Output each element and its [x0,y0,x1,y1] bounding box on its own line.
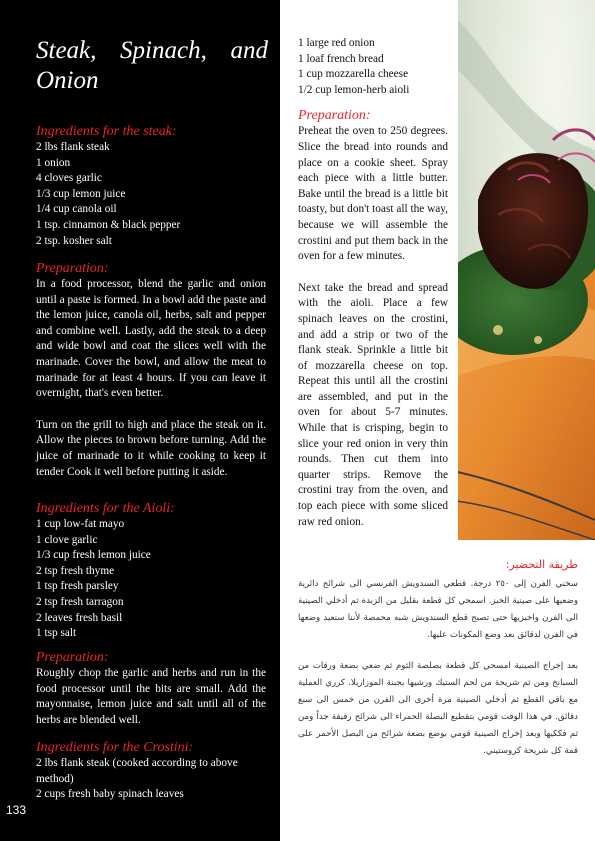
title-word: and [230,37,268,64]
title-word: Spinach, [120,37,207,64]
left-column [0,0,280,841]
middle-column [298,36,448,530]
list-item: 1 clove garlic [36,533,98,546]
list-item: 1 tsp fresh parsley [36,580,119,593]
list-item: 2 lbs flank steak [36,141,110,153]
steak-prep-paragraph: Turn on the grill to high and place the steak on it. Allow the pieces to brown before turning. Add the juice of marinade to it while cooking to keep it tender Cook it well before putting it aside. [36,418,266,478]
aioli-ingredients [36,501,266,642]
food-photo [458,0,595,540]
crostini-list-part-1 [36,756,266,803]
aioli-list [36,517,266,642]
list-item: 1/3 cup fresh lemon juice [36,549,151,562]
list-item: 2 tsp fresh tarragon [36,595,124,608]
title-line-2: Onion [36,67,99,94]
list-item: 1 tsp salt [36,627,77,640]
list-item: 1/2 cup lemon-herb aioli [298,83,410,96]
steak-prep-paragraph: In a food processor, blend the garlic and onion until a paste is formed. In a bowl add the paste and the lemon juice, canola oil, herbs, salt and pepper and combine well. Lastly, add the steak to a deep and wide bowl and coat the slices well with the marinade. Cover the bowl, and allow the meat to marinade for at least 4 hours. If you can leave it overnight, that's even better. [36,278,266,400]
list-item: 2 cups fresh baby spinach leaves [36,788,184,801]
crostini-prep-heading: Preparation: [298,108,371,124]
crostini-list-part-2 [298,36,448,98]
list-item: 2 tsp. kosher salt [36,234,112,247]
crostini-prep-paragraph: Preheat the oven to 250 degrees. Slice the bread into rounds and place on a cookie sheet. Spray each piece with a little butter. Bake until the bread is a little bit toasty, but don't toast all the way, because we will assemble the crostini and put them back in the oven for a few minutes. [298,125,448,263]
crostini-photo-illustration [458,0,595,540]
list-item: 1 large red onion [298,37,375,49]
title-word: Steak, [36,37,97,64]
steak-preparation [36,261,266,480]
aioli-prep-paragraph: Roughly chop the garlic and herbs and run in the food processor until the bits are small. Add the mayonnaise, lemon juice and salt until all of the herbs are blended well. [36,667,266,726]
list-item: 1 cup mozzarella cheese [298,68,409,81]
aioli-heading: Ingredients for the Aioli: [36,501,175,516]
list-item: 2 lbs flank steak (cooked according to above method) [36,757,238,785]
recipe-title [36,36,268,96]
crostini-prep-paragraph: Next take the bread and spread with the aioli. Place a few spinach leaves on the crostini, and add a strip or two of the flank steak. Sprinkle a little bit of mozzarella cheese on top. Repeat this until all the crostini are assembled, and put in the oven for about 5-7 minutes. While that is crisping, begin to slice your red onion in very thin rounds. Then cut them into quarter strips. Remove the crostini tray from the oven, and top each piece with some sliced raw red onion. [298,281,448,528]
steak-heading: Ingredients for the steak: [36,124,177,139]
page-number: 133 [6,803,27,817]
list-item: 1 tsp. cinnamon & black pepper [36,218,181,231]
crostini-ingredients [36,740,266,803]
list-item: 4 cloves garlic [36,172,102,185]
steak-list [36,140,266,249]
crostini-heading: Ingredients for the Crostini: [36,740,194,755]
steak-prep-heading: Preparation: [36,261,109,276]
list-item: 2 leaves fresh basil [36,611,123,624]
arabic-heading: طريقة التحضير: [505,558,578,571]
list-item: 1/3 cup lemon juice [36,187,126,200]
list-item: 1 loaf french bread [298,52,384,65]
arabic-paragraph: بعد إخراج الصينية امسحي كل قطعة بصلصة الثوم ثم ضعي بضعة ورقات من السبانخ ومن ثم شريحة من لحم الستيك ورشيها بجبنة الموزاريلا. كرري العملية مع باقي القطع ثم أدخلي الصينية مرة أخرى الى الفرن من خمس الى سبع دقائق. في هذا الوقت قومي بتقطيع البصلة الحمراء الى شرائح رقيقة جداً ومن ثم فككيها وبعد إخراج الصينية قومي بوضع بضعة شرائح من البصل الأحمر على قمة كل شريحة كروستيني. [298,661,578,756]
steak-ingredients [36,124,266,249]
arabic-preparation [298,556,578,760]
aioli-prep-heading: Preparation: [36,650,109,665]
list-item: 1 onion [36,156,71,169]
list-item: 1/4 cup canola oil [36,203,117,216]
list-item: 1 cup low-fat mayo [36,518,125,530]
list-item: 2 tsp fresh thyme [36,564,115,577]
aioli-preparation [36,650,266,728]
arabic-paragraph: سخني الفرن إلى ٢٥٠ درجة. قطعي السندويش الفرنسي الى شرائح دائرية وضعيها على صينية الخبز. اسمحي كل قطعة بقليل من الزبدة ثم أدخلي الصينية الى الفرن واخبزيها حتى تصبح قطع السندويش شبه محمصة لأننا سنعيد وضعها في الفرن لدقائق بعد وضع المكونات عليها. [298,579,579,640]
